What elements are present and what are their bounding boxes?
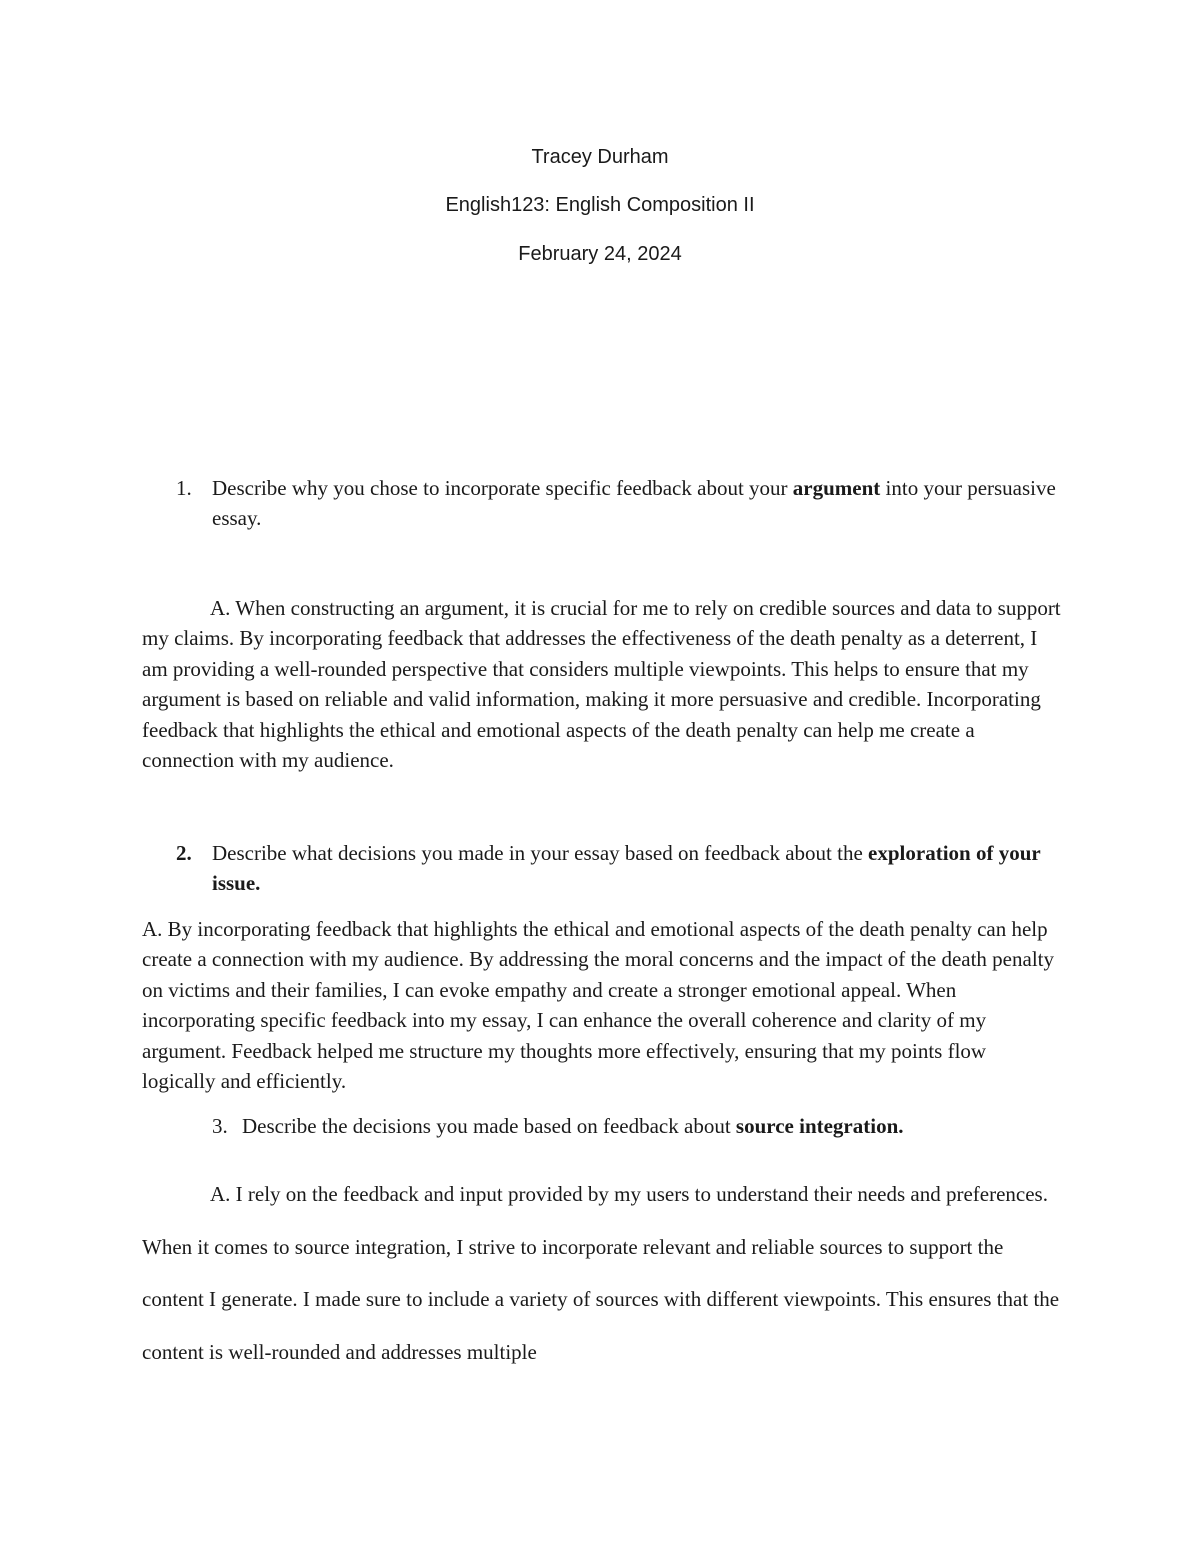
question-3-bold: source integration. [735,1114,904,1138]
question-2 [142,838,1072,898]
question-1-text [212,473,1072,533]
question-3 [142,1111,1072,1141]
course-title: English123: English Composition II [445,194,755,216]
answer-1-text: A. When constructing an argument, it is crucial for me to rely on credible sources and data to support my claims. By incorporating feedback that addresses the effectiveness of the death penalty as a deterrent, I am providing a well-rounded perspective that considers multiple viewpoints. This helps to ensure that my argument is based on reliable and valid information, making it more persuasive and credible. Incorporating feedback that highlights the ethical and emotional aspects of the death penalty can help me create a connection with my audience. [142,596,1061,773]
document-date: February 24, 2024 [518,243,682,265]
question-3-text-part: Describe the decisions you made based on feedback about [242,1114,736,1138]
question-1-text-end: into your persuasive essay. [212,476,1056,530]
question-1-number: 1. [176,476,192,500]
question-2-number: 2. [176,841,192,865]
answer-3-text: A. I rely on the feedback and input provided by my users to understand their needs and preferences. When it comes to source integration, I strive to incorporate relevant and reliable sources to support the content I generate. I made sure to include a variety of sources with different viewpoints. This ensures that the content is well-rounded and addresses multiple [142,1182,1060,1364]
question-2-bold: exploration of your issue. [212,841,1041,895]
answer-2: A. By incorporating feedback that highlights the ethical and emotional aspects of the death penalty can help create a connection with my audience. By addressing the moral concerns and the impact of the death penalty on victims and their families, I can evoke empathy and create a stronger emotional appeal. When incorporating specific feedback into my essay, I can enhance the overall coherence and clarity of my argument. Feedback helped me structure my thoughts more effectively, ensuring that my points flow logically and efficiently. [142,917,1054,1094]
question-1 [142,473,1072,533]
question-2-text [212,838,1072,898]
answer-3 [142,1168,1062,1378]
question-1-text-part: Describe why you chose to incorporate specific feedback about your [212,476,793,500]
question-3-text [242,1111,1072,1141]
answer-1 [142,593,1062,775]
question-2-text-part: Describe what decisions you made in your essay based on feedback about the [212,841,869,865]
author-name: Tracey Durham [531,146,669,168]
question-1-bold: argument [792,476,881,500]
question-3-number: 3. [212,1114,228,1138]
